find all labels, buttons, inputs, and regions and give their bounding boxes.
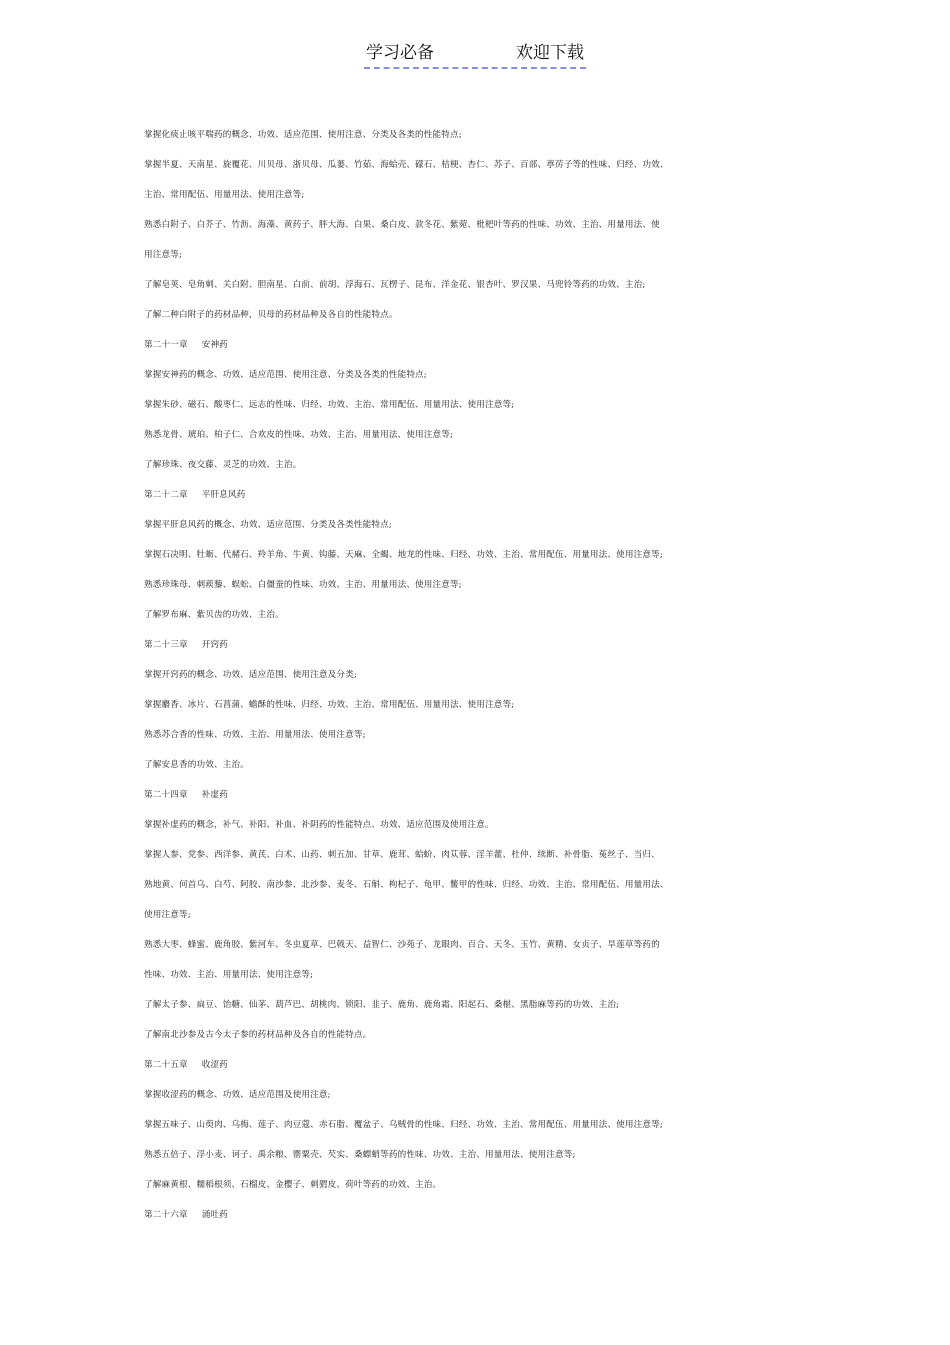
chapter-title: 开窍药 bbox=[201, 640, 228, 650]
chapter-title: 补虚药 bbox=[201, 790, 228, 800]
header-banner bbox=[364, 38, 586, 69]
chapter-title: 安神药 bbox=[201, 340, 228, 350]
text-line: 了解珍珠、夜交藤、灵芝的功效、主治。 bbox=[144, 460, 302, 470]
text-line: 主治、常用配伍、用量用法、使用注意等; bbox=[144, 190, 305, 200]
document-body bbox=[144, 120, 744, 1230]
text-line: 掌握开窍药的概念、功效、适应范围、使用注意及分类; bbox=[144, 670, 357, 680]
chapter-title: 收涩药 bbox=[201, 1060, 228, 1070]
page-header bbox=[0, 38, 950, 69]
text-line: 掌握五味子、山萸肉、乌梅、莲子、肉豆蔻、赤石脂、覆盆子、乌贼骨的性味、归经、功效、主治、常用配伍、用量用法、使用注意等; bbox=[144, 1120, 663, 1130]
header-left-text: 学习必备 bbox=[366, 43, 434, 63]
chapter-number: 第二十一章 bbox=[144, 340, 188, 350]
text-line: 掌握平肝息风药的概念、功效、适应范围、分类及各类性能特点; bbox=[144, 520, 392, 530]
text-line: 了解南北沙参及古今太子参的药材品种及各自的性能特点。 bbox=[144, 1030, 372, 1040]
text-line: 了解罗布麻、紫贝齿的功效、主治。 bbox=[144, 610, 284, 620]
header-right-text: 欢迎下载 bbox=[516, 43, 584, 63]
chapter-heading-26 bbox=[144, 1200, 744, 1230]
text-line: 了解二种白附子的药材品种，贝母的药材品种及各自的性能特点。 bbox=[144, 310, 398, 320]
text-line: 熟悉珍珠母、刺蒺藜、蜈蚣、白僵蚕的性味、功效、主治、用量用法、使用注意等; bbox=[144, 580, 462, 590]
text-line: 用注意等; bbox=[144, 250, 183, 260]
text-line: 掌握化痰止咳平喘药的概念、功效、适应范围、使用注意、分类及各类的性能特点; bbox=[144, 130, 462, 140]
text-line: 掌握朱砂、磁石、酸枣仁、远志的性味、归经、功效、主治、常用配伍、用量用法、使用注意等; bbox=[144, 400, 515, 410]
chapter-title: 平肝息风药 bbox=[201, 490, 246, 500]
text-line: 掌握石决明、牡蛎、代赭石、羚羊角、牛黄、钩藤、天麻、全蝎、地龙的性味、归经、功效、主治、常用配伍、用量用法、使用注意等; bbox=[144, 550, 663, 560]
text-line: 熟悉大枣、蜂蜜、鹿角胶、紫河车、冬虫夏草、巴戟天、益智仁、沙苑子、龙眼肉、百合、天冬、玉竹、黄精、女贞子、旱莲草等药的 bbox=[144, 940, 660, 950]
chapter-number: 第二十四章 bbox=[144, 790, 188, 800]
chapter-heading-23 bbox=[144, 630, 744, 660]
text-line: 熟悉白附子、白芥子、竹沥、海藻、黄药子、胖大海、白果、桑白皮、款冬花、紫菀、枇杷叶等药的性味、功效、主治、用量用法、使 bbox=[144, 220, 660, 230]
text-line: 掌握补虚药的概念，补气、补阳、补血、补阴药的性能特点、功效、适应范围及使用注意。 bbox=[144, 820, 494, 830]
text-line: 熟地黄、何首乌、白芍、阿胶、南沙参、北沙参、麦冬、石斛、枸杞子、龟甲、鳖甲的性味、归经、功效、主治、常用配伍、用量用法、 bbox=[144, 880, 669, 890]
text-line: 掌握人参、党参、西洋参、黄芪、白术、山药、刺五加、甘草、鹿茸、蛤蚧、肉苁蓉、淫羊藿、杜仲、续断、补骨脂、菟丝子、当归、 bbox=[144, 850, 660, 860]
chapter-title: 涌吐药 bbox=[201, 1210, 228, 1220]
text-line: 了解安息香的功效、主治。 bbox=[144, 760, 249, 770]
text-line: 了解麻黄根、糯稻根须、石榴皮、金樱子、刺猬皮、荷叶等药的功效、主治。 bbox=[144, 1180, 442, 1190]
chapter-heading-24 bbox=[144, 780, 744, 810]
text-line: 掌握麝香、冰片、石菖蒲、蟾酥的性味、归经、功效、主治、常用配伍、用量用法、使用注意等; bbox=[144, 700, 515, 710]
chapter-number: 第二十三章 bbox=[144, 640, 188, 650]
text-line: 使用注意等; bbox=[144, 910, 191, 920]
chapter-heading-22 bbox=[144, 480, 744, 510]
text-line: 掌握收涩药的概念、功效、适应范围及使用注意; bbox=[144, 1090, 331, 1100]
text-line: 熟悉苏合香的性味、功效、主治、用量用法、使用注意等; bbox=[144, 730, 366, 740]
text-line: 掌握半夏、天南星、旋覆花、川贝母、浙贝母、瓜蒌、竹茹、海蛤壳、礞石、桔梗、杏仁、苏子、百部、葶苈子等的性味、归经、功效、 bbox=[144, 160, 669, 170]
chapter-number: 第二十二章 bbox=[144, 490, 188, 500]
chapter-number: 第二十五章 bbox=[144, 1060, 188, 1070]
text-line: 了解太子参、扁豆、饴糖、仙茅、葫芦巴、胡桃肉、锁阳、韭子、鹿角、鹿角霜、阳起石、桑椹、黑脂麻等药的功效、主治; bbox=[144, 1000, 620, 1010]
text-line: 性味、功效、主治、用量用法、使用注意等; bbox=[144, 970, 314, 980]
text-line: 了解皂荚、皂角刺、关白附、胆南星、白前、前胡、浮海石、瓦楞子、昆布、洋金花、银杏叶、罗汉果、马兜铃等药的功效、主治; bbox=[144, 280, 646, 290]
text-line: 熟悉龙骨、琥珀、柏子仁、合欢皮的性味、功效、主治、用量用法、使用注意等; bbox=[144, 430, 454, 440]
chapter-number: 第二十六章 bbox=[144, 1210, 188, 1220]
text-line: 熟悉五倍子、浮小麦、诃子、禹余粮、罂粟壳、芡实、桑螵蛸等药的性味、功效、主治、用量用法、使用注意等; bbox=[144, 1150, 576, 1160]
chapter-heading-21 bbox=[144, 330, 744, 360]
text-line: 掌握安神药的概念、功效、适应范围、使用注意、分类及各类的性能特点; bbox=[144, 370, 427, 380]
chapter-heading-25 bbox=[144, 1050, 744, 1080]
